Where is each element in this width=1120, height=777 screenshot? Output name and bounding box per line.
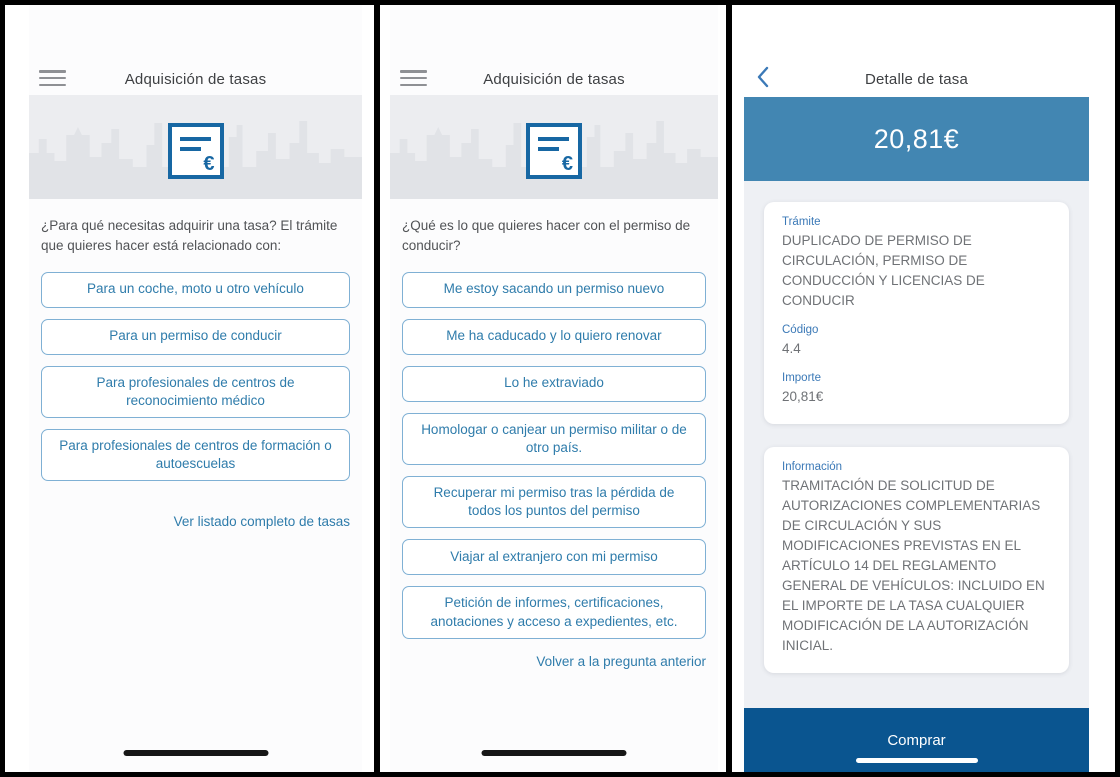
home-indicator	[123, 750, 268, 756]
tramite-field	[782, 216, 1051, 311]
page-title: Detalle de tasa	[864, 70, 969, 88]
option-button-lost-license[interactable]: Lo he extraviado	[402, 366, 706, 402]
option-button-driving-license[interactable]: Para un permiso de conducir	[41, 319, 350, 355]
screen-1-navbar	[29, 63, 362, 95]
option-button-recover-points[interactable]: Recuperar mi permiso tras la pérdida de todos los puntos del permiso	[402, 476, 706, 528]
city-banner	[390, 95, 718, 199]
informacion-label: Información	[782, 460, 843, 473]
screen-3-panel	[732, 5, 1115, 772]
tramite-value: DUPLICADO DE PERMISO DE CIRCULACIÓN, PERMISO DE CONDUCCIÓN Y LICENCIAS DE CONDUCIR	[782, 233, 985, 308]
fee-document-icon: €	[526, 123, 582, 179]
fee-information-card	[764, 447, 1069, 673]
screen-2-panel	[380, 5, 726, 772]
option-button-new-license[interactable]: Me estoy sacando un permiso nuevo	[402, 272, 706, 308]
question-text: ¿Para qué necesitas adquirir una tasa? El trámite que quieres hacer está relacionado con:	[41, 218, 338, 254]
menu-icon[interactable]	[39, 70, 66, 90]
importe-label: Importe	[782, 371, 821, 384]
codigo-field	[782, 324, 1051, 359]
screen-3-navbar	[744, 61, 1089, 97]
option-button-travel-abroad[interactable]: Viajar al extranjero con mi permiso	[402, 539, 706, 575]
informacion-value: TRAMITACIÓN DE SOLICITUD DE AUTORIZACIONES COMPLEMENTARIAS DE CIRCULACIÓN Y SUS MODIFICACIONES PREVISTAS EN EL ARTÍCULO 14 DEL REGLAMENTO GENERAL DE VEHÍCULOS: INCLUIDO EN EL IMPORTE DE LA TASA CUALQUIER MODIFICACIÓN DE LA AUTORIZACIÓN INICIAL.	[782, 477, 1045, 653]
screen-2-navbar	[390, 63, 718, 95]
informacion-field	[782, 461, 1051, 656]
option-button-vehicle[interactable]: Para un coche, moto u otro vehículo	[41, 272, 350, 308]
fee-summary-card	[764, 202, 1069, 424]
tramite-label: Trámite	[782, 216, 821, 228]
option-button-driving-schools[interactable]: Para profesionales de centros de formación o autoescuelas	[41, 429, 350, 481]
codigo-value: 4.4	[782, 340, 801, 356]
back-to-previous-question-link[interactable]: Volver a la pregunta anterior	[536, 653, 706, 669]
option-button-renew-license[interactable]: Me ha caducado y lo quiero renovar	[402, 319, 706, 355]
option-button-medical-centers[interactable]: Para profesionales de centros de reconocimiento médico	[41, 366, 350, 418]
price-amount: 20,81€	[873, 123, 960, 154]
importe-value: 20,81€	[782, 388, 824, 404]
page-title: Adquisición de tasas	[124, 70, 267, 88]
screen-2	[390, 5, 718, 772]
fee-document-icon: €	[168, 123, 224, 179]
price-band	[744, 97, 1089, 181]
back-icon[interactable]	[756, 66, 770, 88]
menu-icon[interactable]	[400, 70, 427, 90]
full-fee-list-link[interactable]: Ver listado completo de tasas	[173, 514, 350, 530]
option-button-homologate-license[interactable]: Homologar o canjear un permiso militar o de otro país.	[402, 413, 706, 465]
city-banner	[29, 95, 362, 199]
question-text: ¿Qué es lo que quieres hacer con el permiso de conducir?	[402, 218, 691, 254]
screen-1	[29, 5, 362, 772]
codigo-label: Código	[782, 323, 819, 336]
screen-3	[744, 5, 1089, 772]
option-button-reports-certificates[interactable]: Petición de informes, certificaciones, anotaciones y acceso a expedientes, etc.	[402, 586, 706, 638]
screen-1-panel	[5, 5, 374, 772]
importe-field	[782, 372, 1051, 407]
buy-bar	[744, 708, 1089, 772]
home-indicator	[856, 758, 978, 763]
fee-detail-content	[744, 181, 1089, 708]
page-title: Adquisición de tasas	[483, 70, 625, 88]
home-indicator	[482, 750, 627, 756]
buy-button[interactable]: Comprar	[881, 731, 951, 750]
